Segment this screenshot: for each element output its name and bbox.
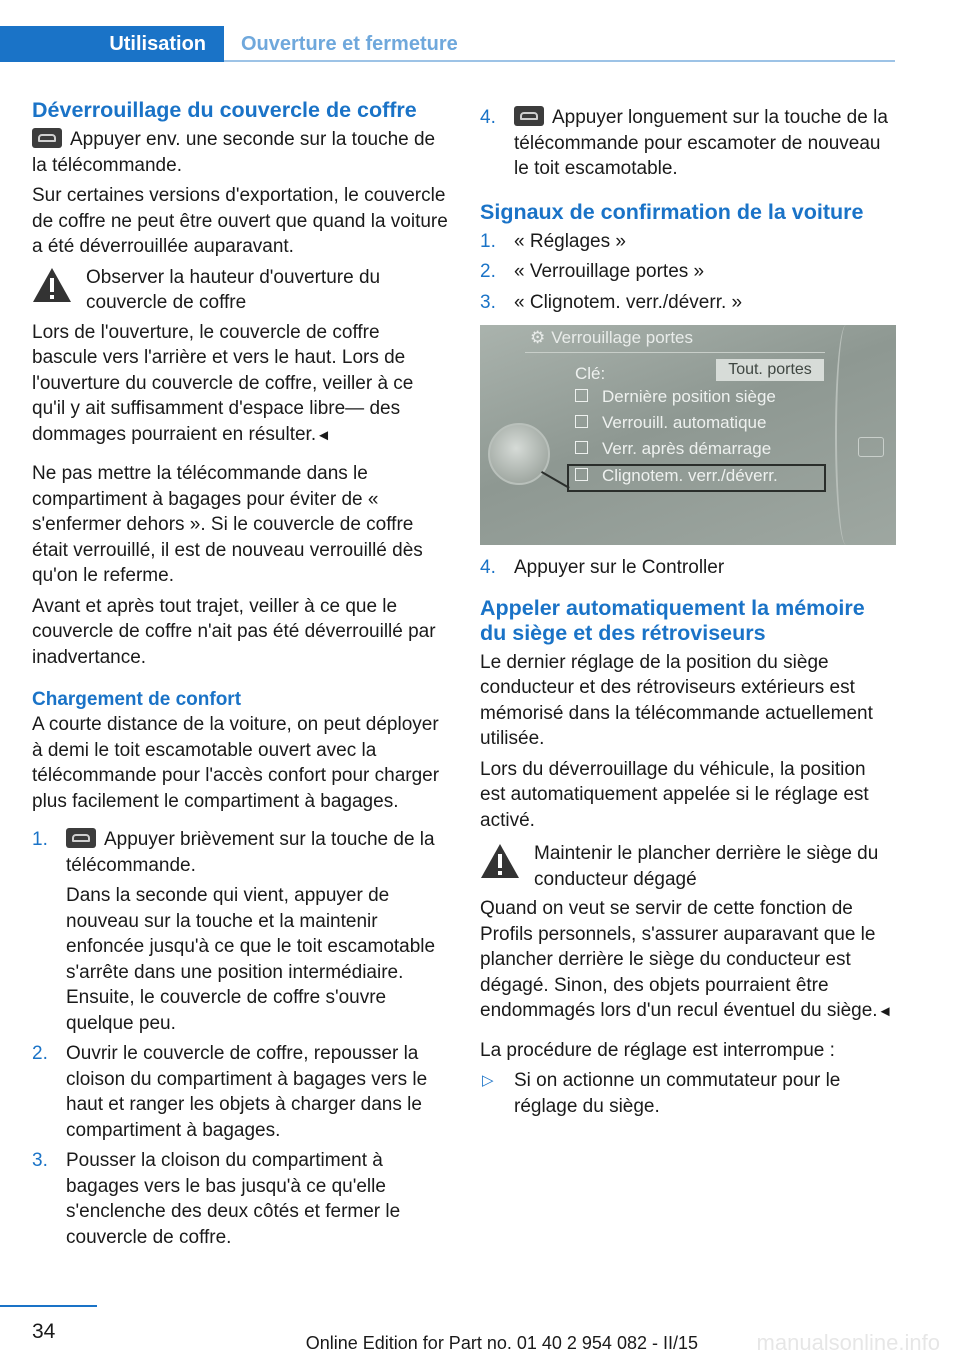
checkbox-icon [575,389,588,402]
right-column [480,105,896,1119]
gear-icon: ⚙ [530,328,546,347]
paragraph-memory: Le dernier réglage de la position du siège conducteur et des rétroviseurs extérieurs est mémorisé dans la télécommande actuellement utilisée. [480,651,873,749]
header-bar [0,0,895,62]
page-number: 34 [32,1320,56,1343]
paragraph-comfort: A courte distance de la voiture, on peut déployer à demi le toit escamotable ouvert avec la télécommande pour l'accès confort pour charger plus facilement le compartiment à bagages. [32,714,440,812]
list-item: ▷ Si on actionne un commutateur pour le réglage du siège. [482,1070,841,1117]
list-item: 1. Appuyer brièvement sur la touche de la télécommande. Dans la seconde qui vient, appuyer de nouveau sur la touche et la maintenir enfoncée jusqu'à ce que le toit escamotable s'arrête dans une position intermédiaire. Ensuite, le couvercle de coffre s'ouvre quelque peu. [32,829,436,1034]
signal-steps [480,229,896,316]
checkbox-icon [575,415,588,428]
interrupt-list [480,1068,896,1119]
list-item: 4. Appuyer longuement sur la touche de la télécommande pour escamoter de nouveau le toit escamotable. [480,107,888,179]
screen-title: ⚙ Verrouillage portes [530,328,694,347]
triangle-bullet-icon: ▷ [482,1072,494,1089]
remote-trunk-key-icon [32,128,62,148]
screen-rail [835,325,857,545]
option-item[interactable]: Verrouill. automatique [575,412,766,434]
callout-line [541,471,570,489]
list-item: 3. Pousser la cloison du compartiment à bagages vers le bas jusqu'à ce qu'elle s'enclenche des deux côtés et fermer le couvercle de coffre. [32,1150,401,1248]
option-item[interactable]: Verr. après démarrage [575,438,771,460]
key-label: Clé: [575,364,606,383]
option-item[interactable]: Clignotem. verr./déverr. [575,465,778,487]
option-item[interactable]: Dernière position siège [575,386,776,408]
list-item: 2. Ouvrir le couvercle de coffre, repousser la cloison du compartiment à bagages vers le haut et ranger les objets à charger dans le compartiment à bagages. [32,1043,428,1141]
left-column [32,98,448,1255]
paragraph-profiles: Quand on veut se servir de cette fonction de Profils personnels, s'assurer auparavant que le plancher derrière le siège du conducteur est dégagé. Sinon, des objets pourraient être endommagés lors d'un recul éventuel du siège.◄ [480,898,893,1021]
tab-ouverture-fermeture[interactable]: Ouverture et fermeture [241,33,458,55]
remote-roof-key-icon [514,106,544,126]
key-value[interactable]: Tout. portes [716,359,824,381]
remote-trunk-key-icon [66,828,96,848]
end-mark: ◄ [877,1003,893,1020]
checkbox-icon [575,441,588,454]
header-divider [224,60,895,62]
paragraph-unlock-recall: Lors du déverrouillage du véhicule, la position est automatiquement appelée si le réglage est activé. [480,758,869,831]
paragraph-interrupt: La procédure de réglage est interrompue : [480,1039,835,1061]
controller-knob-icon [488,423,550,485]
end-mark: ◄ [316,426,331,444]
paragraph-press-key: Appuyer env. une seconde sur la touche de la télécommande. [32,129,436,176]
warning-floor: Maintenir le plancher derrière le siège du conducteur dégagé [480,841,896,892]
warning-height: Observer la hauteur d'ouverture du couvercle de coffre [32,265,448,316]
list-item: 1. « Réglages » [480,230,626,252]
footer-accent-line [0,1305,97,1307]
list-item: 4. Appuyer sur le Controller [480,557,725,578]
heading-comfort-loading: Chargement de confort [32,689,242,710]
watermark: manualsonline.info [756,1330,940,1355]
selection-frame [567,464,826,492]
tab-utilisation[interactable]: Utilisation [0,26,224,62]
warning-triangle-icon [480,843,520,879]
heading-memory: Appeler automatiquement la mémoire du siège et des rétroviseurs [480,595,865,645]
paragraph-export: Sur certaines versions d'exportation, le couvercle de coffre ne peut être ouvert que quand la voiture a été déverrouillée auparavant. [32,185,448,257]
footer-edition: Online Edition for Part no. 01 40 2 954 082 - II/15 [305,1333,698,1353]
warning-triangle-icon [32,267,72,303]
idrive-screenshot [480,325,896,545]
comfort-steps [32,827,448,1250]
signal-steps-continued [480,555,896,581]
list-item: 3. « Clignotem. verr./déverr. » [480,291,743,313]
heading-confirmation-signals: Signaux de confirmation de la voiture [480,199,864,224]
paragraph-dont-put-remote: Ne pas mettre la télécommande dans le compartiment à bagages pour éviter de « s'enfermer dehors ». Si le couvercle de coffre était verrouillé, il est de nouveau verrouillé dès qu'on le referme. [32,463,423,586]
screen-button-icon [858,437,884,457]
comfort-steps-continued [480,105,896,182]
list-item: 2. « Verrouillage portes » [480,261,705,282]
heading-unlock-trunk: Déverrouillage du couvercle de coffre [32,98,417,122]
paragraph-before-trip: Avant et après tout trajet, veiller à ce que le couvercle de coffre n'ait pas été déverrouillé par inadvertance. [32,595,436,668]
paragraph-opening: Lors de l'ouverture, le couvercle de coffre bascule vers l'arrière et vers le haut. Lors de l'ouverture du couvercle de coffre, veiller à ce qu'il y ait suffisamment d'espace libre— des dommages pourraient en résulter.◄ [32,321,414,445]
